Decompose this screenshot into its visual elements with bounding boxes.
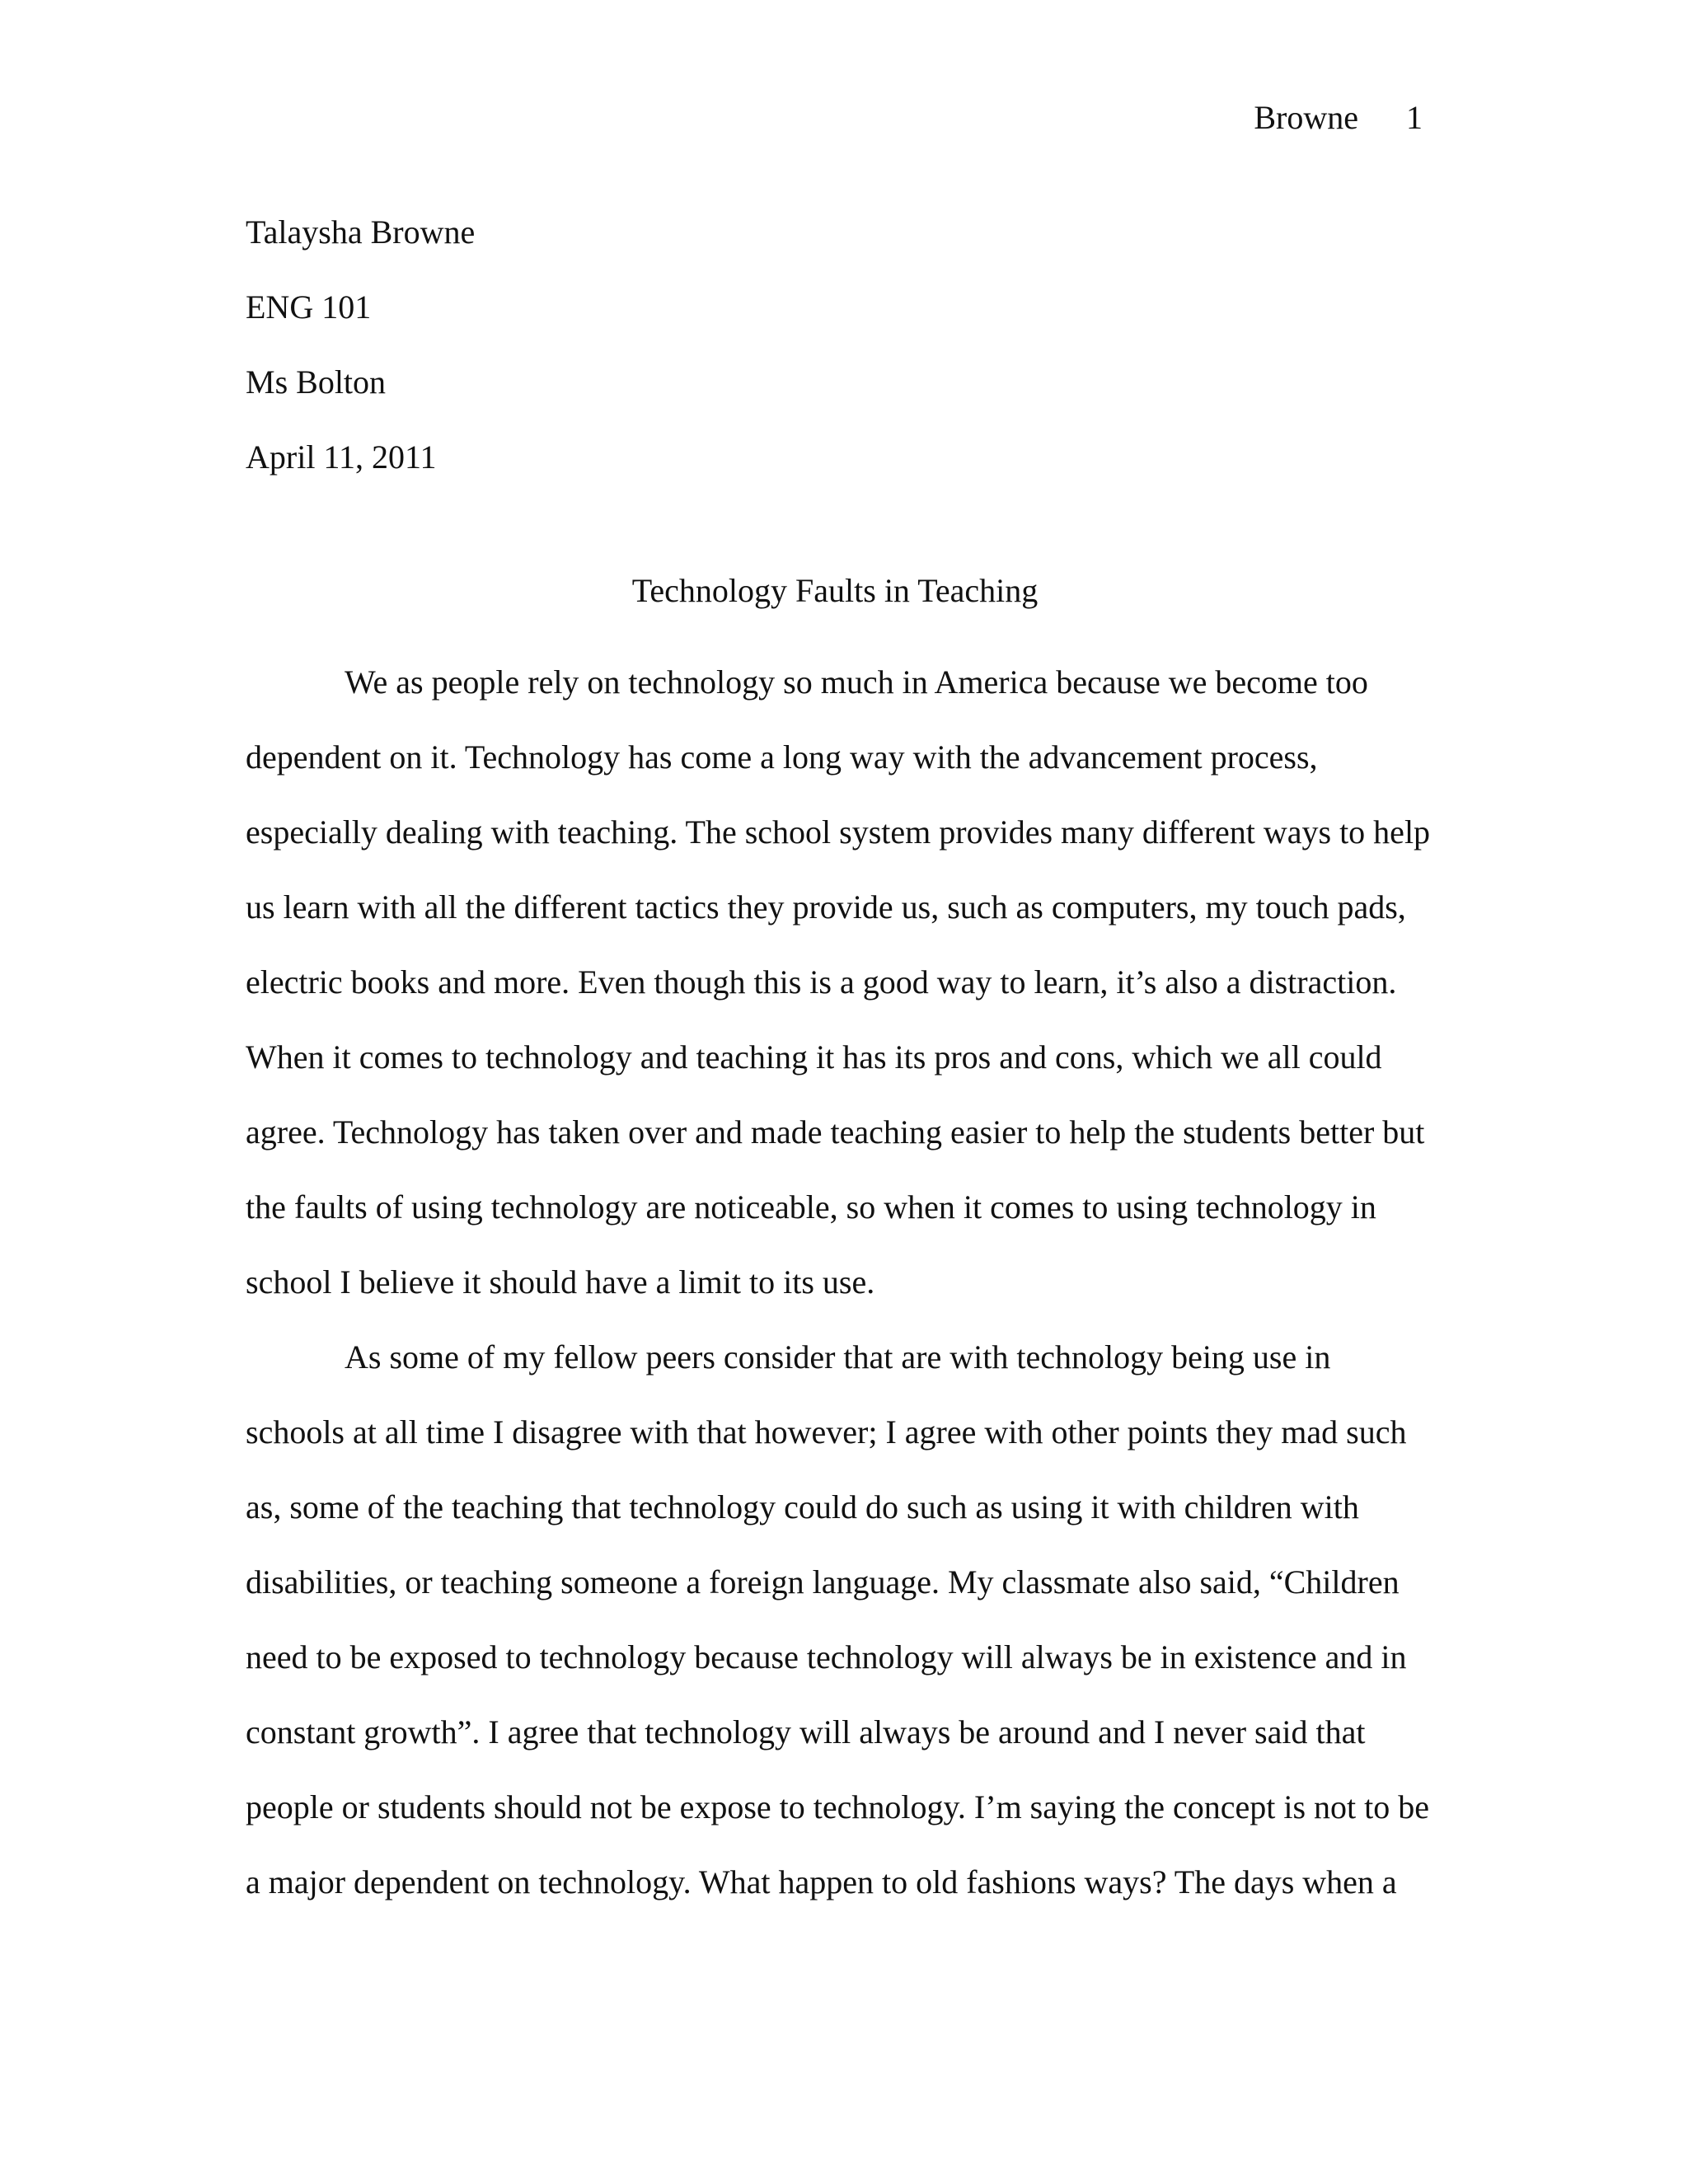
course-name: ENG 101 xyxy=(246,288,372,326)
paragraph-line: disabilities, or teaching someone a foreign language. My classmate also said, “Children xyxy=(246,1563,1400,1601)
paragraph-line: the faults of using technology are noticeable, so when it comes to using technology in xyxy=(246,1188,1376,1226)
paragraph-line: need to be exposed to technology because technology will always be in existence and in xyxy=(246,1638,1407,1675)
paragraph-line: as, some of the teaching that technology could do such as using it with children with xyxy=(246,1488,1359,1526)
paragraph-line: school I believe it should have a limit to its use. xyxy=(246,1263,875,1301)
instructor-name: Ms Bolton xyxy=(246,363,387,401)
paragraph-line: schools at all time I disagree with that however; I agree with other points they mad such xyxy=(246,1413,1407,1451)
running-head xyxy=(1254,97,1423,138)
paragraph-line: As some of my fellow peers consider that are with technology being use in xyxy=(345,1338,1331,1376)
student-name: Talaysha Browne xyxy=(246,213,476,251)
paragraph-line: dependent on it. Technology has come a long way with the advancement process, xyxy=(246,738,1318,776)
essay-body xyxy=(246,644,1432,1919)
paragraph-line: We as people rely on technology so much in America because we become too xyxy=(345,663,1368,701)
paragraph-line: electric books and more. Even though this is a good way to learn, it’s also a distraction. xyxy=(246,963,1397,1001)
paragraph-line: people or students should not be expose to technology. I’m saying the concept is not to be xyxy=(246,1788,1430,1825)
paragraph-line: a major dependent on technology. What happen to old fashions ways? The days when a xyxy=(246,1863,1397,1900)
paragraph-line: us learn with all the different tactics they provide us, such as computers, my touch pads, xyxy=(246,888,1406,926)
essay-date: April 11, 2011 xyxy=(246,438,437,476)
essay-title: Technology Faults in Teaching xyxy=(631,572,1039,609)
running-head-name: Browne xyxy=(1254,99,1358,136)
paragraph-line: especially dealing with teaching. The school system provides many different ways to help xyxy=(246,813,1431,851)
mla-heading xyxy=(246,194,1424,494)
paragraph-line: agree. Technology has taken over and made teaching easier to help the students better but xyxy=(246,1113,1425,1151)
paragraph-line: When it comes to technology and teaching it has its pros and cons, which we all could xyxy=(246,1038,1382,1076)
paragraph-line: constant growth”. I agree that technology will always be around and I never said that xyxy=(246,1713,1366,1750)
page-number: 1 xyxy=(1406,99,1423,136)
